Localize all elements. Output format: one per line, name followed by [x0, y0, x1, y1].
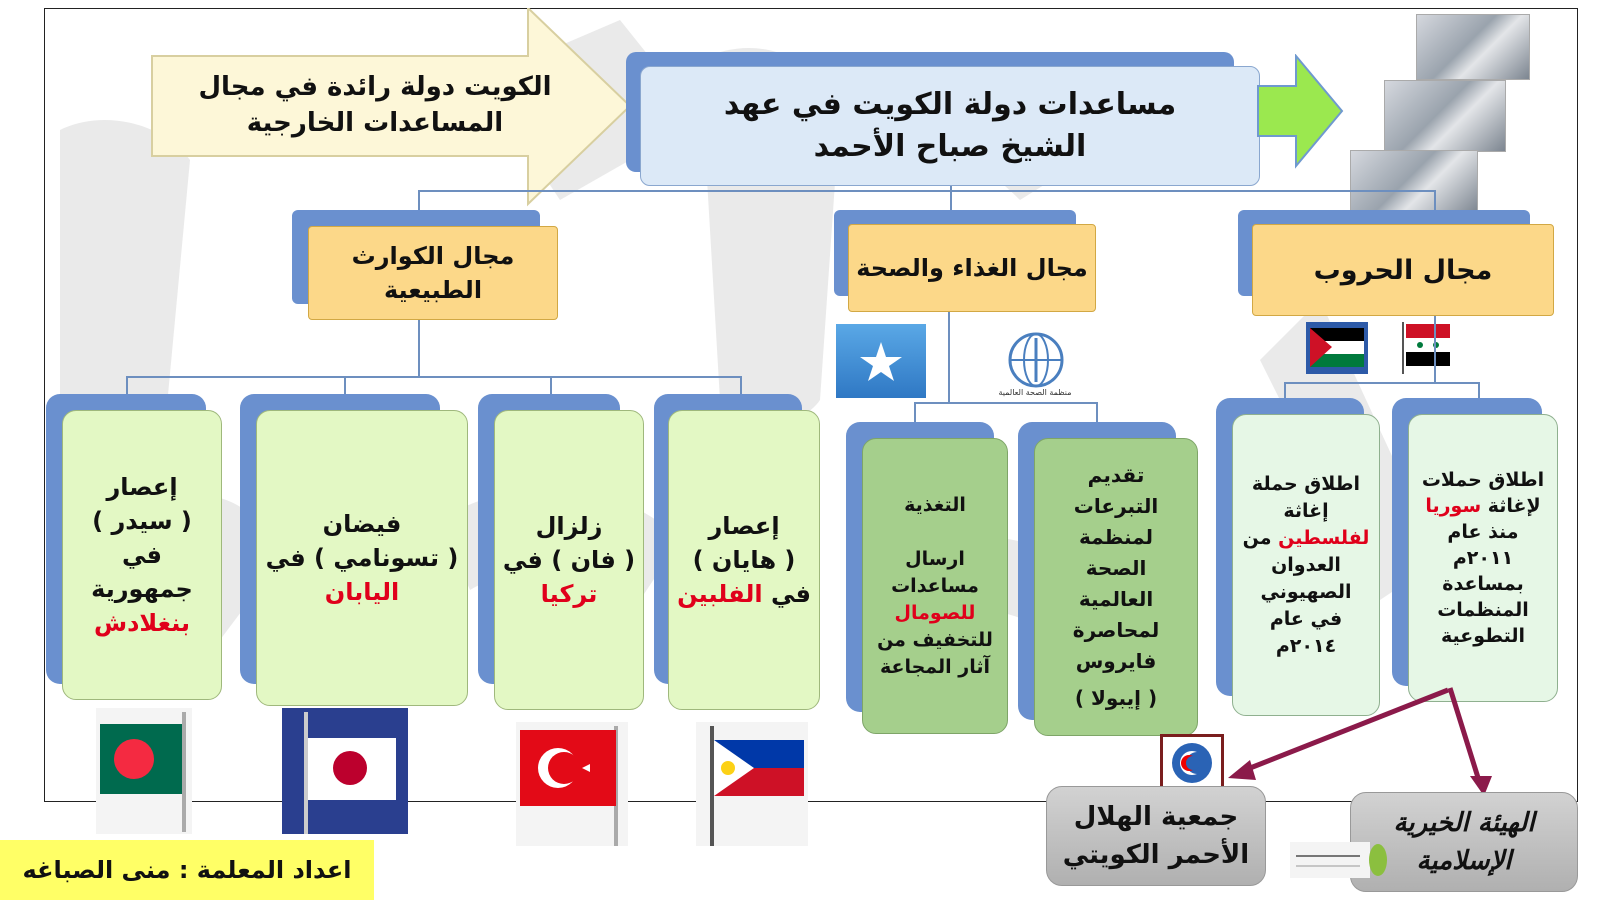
intro-arrow-text: الكويت دولة رائدة في مجال المساعدات الخارجية — [198, 72, 552, 138]
turkey-flag-icon — [516, 722, 628, 846]
leaf-turkey: زلزال ( فان ) في تركيا — [494, 410, 644, 710]
connector-food-down — [948, 312, 950, 404]
red-crescent-logo-icon — [1160, 734, 1224, 794]
bangladesh-flag-icon — [96, 708, 192, 834]
who-logo-caption: منظمة الصحة العالمية — [998, 388, 1072, 397]
relief-photo-1 — [1416, 14, 1530, 80]
leaf-donations: تقديم التبرعات لمنظمة الصحة العالمية لمحاصرة فايروس ( إيبولا ) — [1034, 438, 1198, 736]
relief-photo-2 — [1384, 80, 1506, 152]
leaf-bangladesh: إعصار ( سيدر ) في جمهورية بنغلادش — [62, 410, 222, 700]
org-arrows — [1200, 680, 1500, 800]
footer-credit: اعداد المعلمة : منى الصباغه — [0, 840, 374, 900]
leaf-japan: فيضان ( تسونامي ) في اليابان — [256, 410, 468, 706]
japan-flag-icon — [282, 708, 408, 834]
leaf-nutrition: التغذية ارسال مساعدات للصومال للتخفيف من آثار المجاعة — [862, 438, 1008, 734]
somalia-flag-icon — [836, 324, 926, 398]
category-wars: مجال الحروب — [1252, 224, 1554, 316]
palestine-flag-icon — [1306, 322, 1368, 374]
leaf-philippines: إعصار ( هايان ) في الفلبين — [668, 410, 820, 710]
connector-food-bar — [914, 402, 1098, 404]
connector-disasters-down — [418, 320, 420, 378]
org-red-crescent: جمعية الهلال الأحمر الكويتي — [1046, 786, 1266, 886]
main-title: مساعدات دولة الكويت في عهد الشيخ صباح الأحمد — [640, 66, 1260, 186]
connector-wars-down — [1434, 316, 1436, 384]
category-disasters: مجال الكوارث الطبيعية — [308, 226, 558, 320]
category-food-health: مجال الغذاء والصحة — [848, 224, 1096, 312]
syria-flag-icon — [1400, 320, 1452, 376]
connector-disasters-bar — [126, 376, 742, 378]
connector-main — [418, 190, 1436, 192]
islamic-charity-logo-icon — [1290, 822, 1390, 882]
philippines-flag-icon — [696, 722, 808, 846]
leaf-palestine: اطلاق حملة إغاثة لفلسطين من العدوان الصهيوني في عام ٢٠١٤م — [1232, 414, 1380, 716]
connector-wars-bar — [1284, 382, 1480, 384]
leaf-syria: اطلاق حملات لإغاثة سوريا منذ عام ٢٠١١م بمساعدة المنظمات التطوعية — [1408, 414, 1558, 702]
green-arrow-icon — [1256, 54, 1346, 169]
org-islamic-charity: الهيئة الخيرية الإسلامية — [1350, 792, 1578, 892]
relief-photo-3 — [1350, 150, 1478, 214]
